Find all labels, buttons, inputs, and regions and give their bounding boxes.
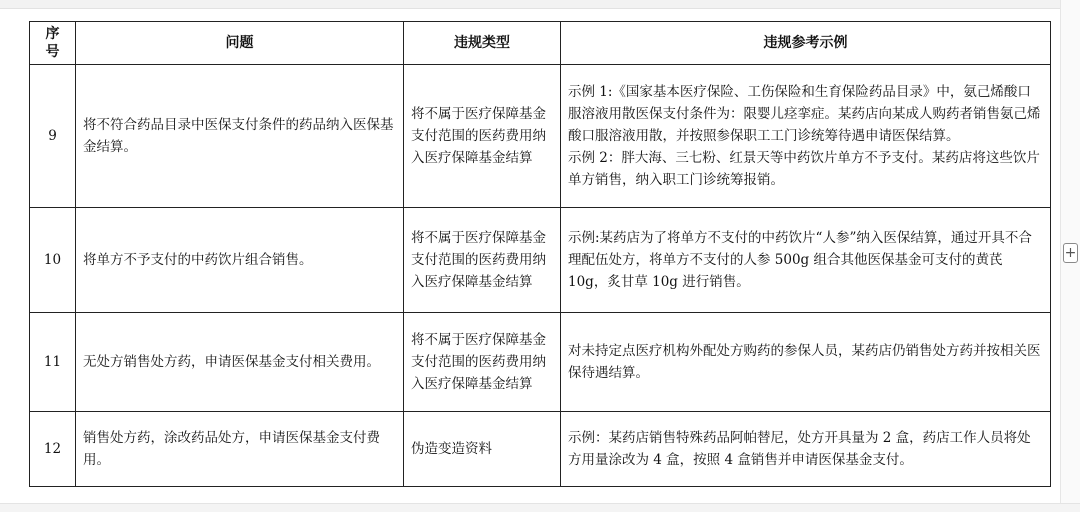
row-number: 11 [30,313,76,412]
row-issue: 销售处方药，涂改药品处方，申请医保基金支付费用。 [76,412,404,487]
example-paragraph: 对未持定点医疗机构外配处方购药的参保人员，某药店仍销售处方药并按相关医保待遇结算。 [568,343,1041,381]
row-example [561,65,1051,208]
violations-table [29,21,1051,487]
example-paragraph: 示例 2：胖大海、三七粉、红景天等中药饮片单方不予支付。某药店将这些饮片单方销售，纳入职工门诊统筹报销。 [568,150,1040,188]
row-violation-type: 伪造变造资料 [404,412,561,487]
row-example [561,208,1051,313]
example-paragraph: 示例：某药店销售特殊药品阿帕替尼，处方开具量为 2 盒，药店工作人员将处方用量涂改为 4 盒，按照 4 盒销售并申请医保基金支付。 [568,430,1031,468]
row-violation-type: 将不属于医疗保障基金支付范围的医药费用纳入医疗保障基金结算 [404,65,561,208]
table-row [30,412,1051,487]
row-issue: 无处方销售处方药，申请医保基金支付相关费用。 [76,313,404,412]
row-number: 12 [30,412,76,487]
row-number: 9 [30,65,76,208]
row-example [561,313,1051,412]
table-row [30,313,1051,412]
table-row [30,208,1051,313]
example-paragraph: 示例 1:《国家基本医疗保险、工伤保险和生育保险药品目录》中，氨己烯酸口服溶液用散医保支付条件为：限婴儿痉挛症。某药店向某成人购药者销售氨己烯酸口服溶液用散，并按照参保职工工门诊统筹待遇申请医保结算。 [568,84,1041,144]
table-row [30,65,1051,208]
row-violation-type: 将不属于医疗保障基金支付范围的医药费用纳入医疗保障基金结算 [404,208,561,313]
table-header-row [30,22,1051,65]
row-violation-type: 将不属于医疗保障基金支付范围的医药费用纳入医疗保障基金结算 [404,313,561,412]
row-issue: 将不符合药品目录中医保支付条件的药品纳入医保基金结算。 [76,65,404,208]
page-top-rule [0,0,1080,9]
header-issue: 问题 [76,22,404,65]
header-seq: 序号 [30,22,76,65]
example-paragraph: 示例:某药店为了将单方不支付的中药饮片“人参”纳入医保结算，通过开具不合理配伍处方，将单方不支付的人参 500g 组合其他医保基金可支付的黄芪 10g，炙甘草 10g 进行销售。 [568,230,1032,290]
row-number: 10 [30,208,76,313]
page-bottom-strip [0,503,1080,512]
header-example: 违规参考示例 [561,22,1051,65]
row-issue: 将单方不予支付的中药饮片组合销售。 [76,208,404,313]
header-violation-type: 违规类型 [404,22,561,65]
add-row-button[interactable]: + [1064,245,1077,261]
row-example [561,412,1051,487]
